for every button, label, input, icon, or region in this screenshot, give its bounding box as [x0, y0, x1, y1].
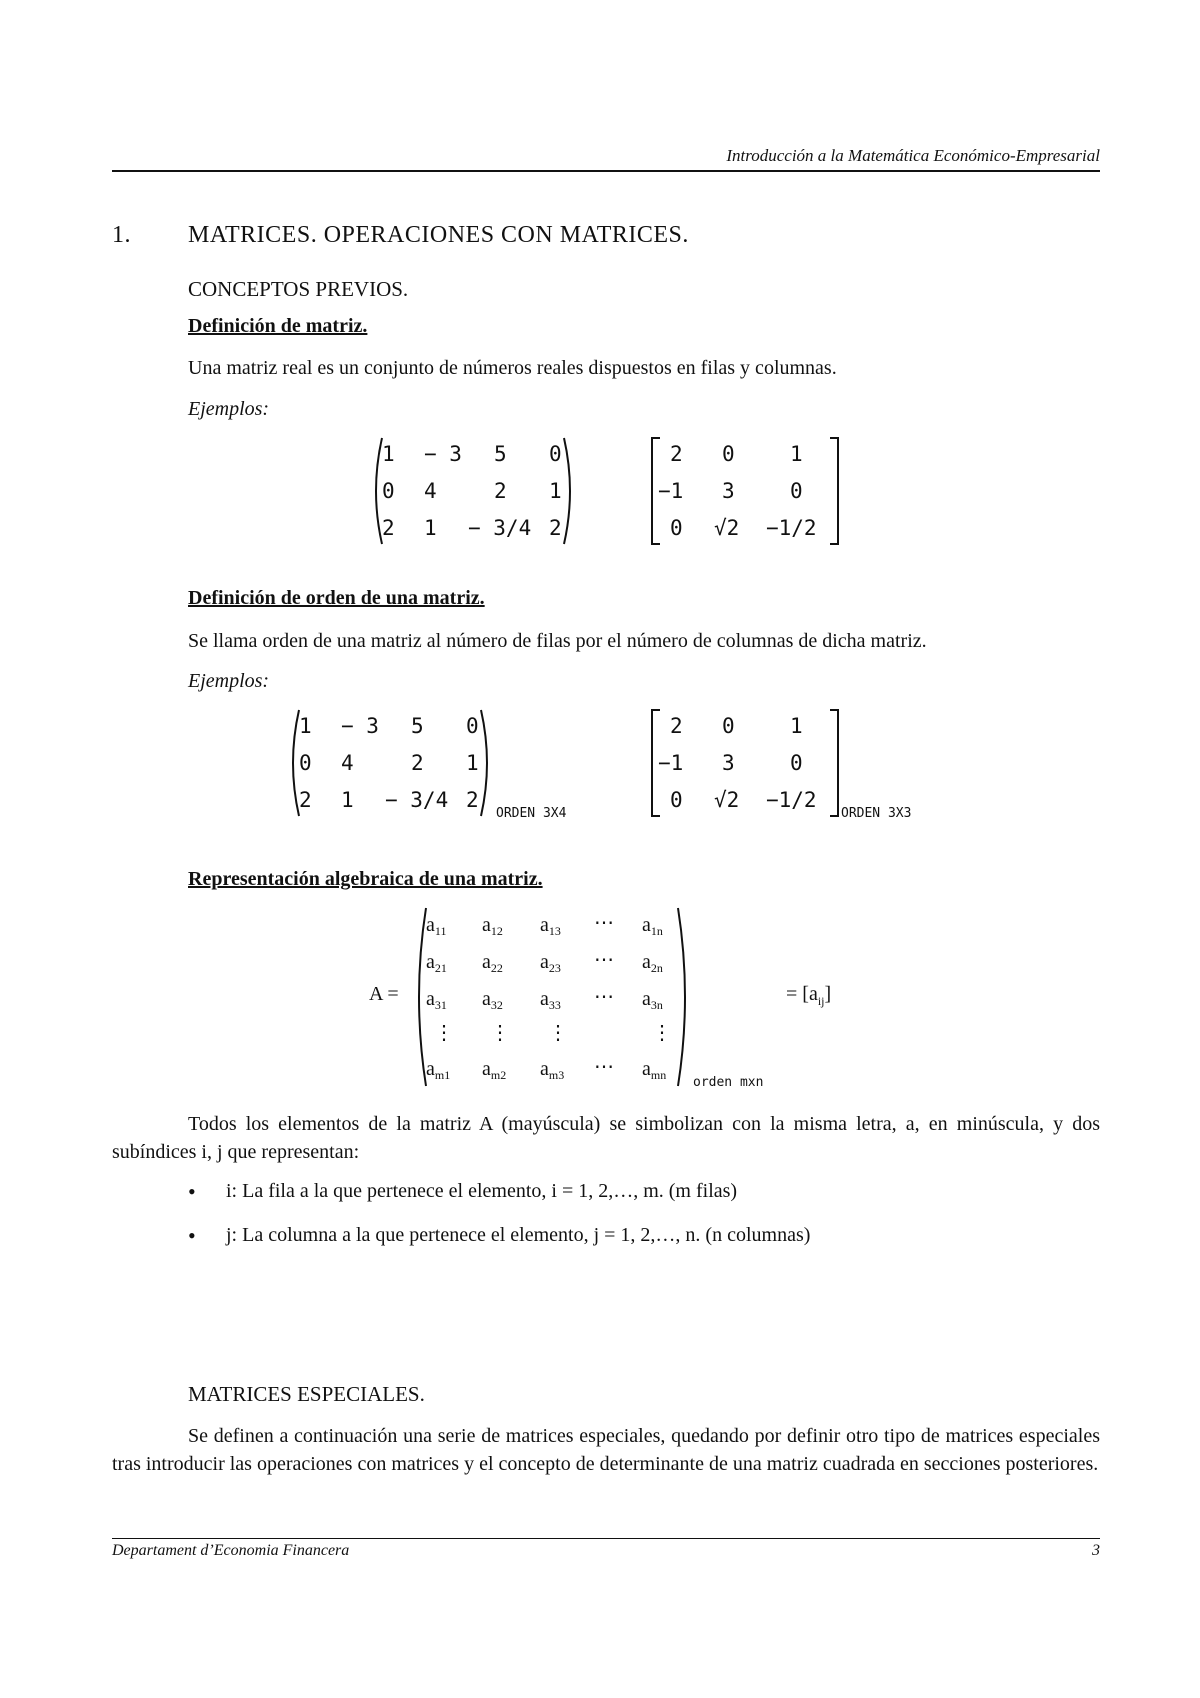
- examples-label: Ejemplos:: [188, 670, 270, 692]
- section-title: MATRICES. OPERACIONES CON MATRICES.: [188, 222, 689, 248]
- matrix-cell: 1: [790, 442, 803, 466]
- matrix-element: $a_{mn}$: [642, 1058, 667, 1082]
- matrix-cell: 0: [670, 788, 683, 812]
- matrix-cell: − 3: [341, 714, 379, 738]
- matrix-cell: 0: [299, 751, 312, 775]
- order-label-mxn: orden mxn: [693, 1075, 764, 1090]
- matrix-cell: 2: [411, 751, 424, 775]
- matrix-cell: 2: [670, 442, 683, 466]
- definition-matrix-title: Definición de matriz.: [188, 315, 368, 337]
- list-item: • j: La columna a la que pertenece el elemento, j = 1, 2,…, n. (n columnas): [188, 1223, 811, 1248]
- matrix-cell: 0: [670, 516, 683, 540]
- example-matrix-parenthesis: [368, 436, 578, 546]
- matrix-cell: 5: [411, 714, 424, 738]
- section-number: 1.: [112, 222, 131, 248]
- running-header: Introducción a la Matemática Económico-Empresarial: [726, 146, 1100, 165]
- definition-order-text: Se llama orden de una matriz al número de filas por el número de columnas de dicha matriz.: [188, 630, 927, 652]
- matrix-cell: 1: [341, 788, 354, 812]
- matrix-element: $a_{33}$: [540, 988, 561, 1012]
- matrix-cell: 2: [494, 479, 507, 503]
- matrix-element: $a_{23}$: [540, 951, 561, 975]
- matrix-element: $a_{12}$: [482, 914, 503, 938]
- matrix-cell: 0: [466, 714, 479, 738]
- algebraic-matrix: [412, 906, 692, 1088]
- order-matrix-bracket: [650, 708, 840, 818]
- matrix-cell: 1: [790, 714, 803, 738]
- matrix-element: $a_{m3}$: [540, 1058, 565, 1082]
- vdots: ⋮: [434, 1022, 454, 1044]
- bullet-icon: •: [188, 1223, 196, 1248]
- matrix-cell: 3: [722, 751, 735, 775]
- matrix-element: $a_{21}$: [426, 951, 447, 975]
- list-item: • i: La fila a la que pertenece el elemento, i = 1, 2,…, m. (m filas): [188, 1179, 738, 1204]
- page-number: 3: [1092, 1542, 1100, 1559]
- example-matrix-bracket: [650, 436, 840, 546]
- definition-order-title: Definición de orden de una matriz.: [188, 587, 485, 609]
- matrix-cell: 2: [466, 788, 479, 812]
- concepts-heading: CONCEPTOS PREVIOS.: [188, 277, 409, 301]
- cdots: ⋯: [594, 949, 614, 971]
- matrix-cell: − 3/4: [468, 516, 532, 540]
- matrix-element: $a_{m1}$: [426, 1058, 451, 1082]
- matrix-element: $a_{22}$: [482, 951, 503, 975]
- matrix-cell: 3: [722, 479, 735, 503]
- matrix-lhs: A =: [369, 983, 399, 1005]
- order-matrix-parenthesis: [285, 708, 495, 818]
- cdots: ⋯: [594, 1056, 614, 1078]
- order-label-3x3: ORDEN 3X3: [841, 806, 912, 821]
- matrix-cell: −1/2: [766, 788, 817, 812]
- examples-label: Ejemplos:: [188, 398, 270, 420]
- matrix-element: $a_{1n}$: [642, 914, 663, 938]
- cdots: ⋯: [594, 986, 614, 1008]
- matrix-element: $a_{13}$: [540, 914, 561, 938]
- header-divider: [112, 170, 1100, 172]
- matrix-cell: 0: [722, 714, 735, 738]
- matrix-cell: 4: [341, 751, 354, 775]
- order-label-3x4: ORDEN 3X4: [496, 806, 567, 821]
- matrix-element: $a_{32}$: [482, 988, 503, 1012]
- matrix-cell: 2: [299, 788, 312, 812]
- matrix-cell: − 3/4: [385, 788, 449, 812]
- matrix-cell: √2: [714, 788, 740, 812]
- matrix-cell: 4: [424, 479, 437, 503]
- matrix-cell: −1/2: [766, 516, 817, 540]
- matrix-cell: 0: [549, 442, 562, 466]
- algebraic-representation-title: Representación algebraica de una matriz.: [188, 868, 543, 890]
- matrix-cell: √2: [714, 516, 740, 540]
- matrix-cell: −1: [658, 751, 684, 775]
- footer-divider: [112, 1538, 1100, 1539]
- matrix-element: $a_{m2}$: [482, 1058, 507, 1082]
- definition-matrix-text: Una matriz real es un conjunto de números reales dispuestos en filas y columnas.: [188, 357, 837, 379]
- matrix-cell: 0: [722, 442, 735, 466]
- matrix-rhs: = $[a_{ij}]$: [786, 983, 832, 1008]
- matrix-element: $a_{2n}$: [642, 951, 663, 975]
- matrix-cell: 1: [466, 751, 479, 775]
- matrix-cell: 2: [549, 516, 562, 540]
- matrix-element: $a_{31}$: [426, 988, 447, 1012]
- vdots: ⋮: [652, 1022, 672, 1044]
- matrix-element: $a_{3n}$: [642, 988, 663, 1012]
- matrix-cell: 1: [382, 442, 395, 466]
- special-matrices-heading: MATRICES ESPECIALES.: [188, 1382, 425, 1406]
- matrix-cell: 1: [299, 714, 312, 738]
- matrix-cell: 0: [790, 479, 803, 503]
- special-matrices-paragraph: Se definen a continuación una serie de matrices especiales, quedando por definir otro tipo de matrices especiales tras introducir las operaciones con matrices y el concepto de determinante de una matriz cuadrada en secciones posteriores.: [112, 1425, 1100, 1475]
- index-bullet-list: [188, 1179, 811, 1268]
- vdots: ⋮: [548, 1022, 568, 1044]
- cdots: ⋯: [594, 912, 614, 934]
- matrix-cell: 5: [494, 442, 507, 466]
- matrix-cell: 1: [549, 479, 562, 503]
- bullet-icon: •: [188, 1179, 196, 1204]
- matrix-cell: −1: [658, 479, 684, 503]
- elements-paragraph: Todos los elementos de la matriz A (mayúscula) se simbolizan con la misma letra, a, en minúscula, y dos subíndices i, j que representan:: [112, 1113, 1100, 1163]
- matrix-cell: 1: [424, 516, 437, 540]
- matrix-cell: 2: [382, 516, 395, 540]
- footer-department: Departament d’Economia Financera: [112, 1542, 350, 1559]
- matrix-cell: 0: [382, 479, 395, 503]
- matrix-cell: − 3: [424, 442, 462, 466]
- vdots: ⋮: [490, 1022, 510, 1044]
- matrix-element: $a_{11}$: [426, 914, 447, 938]
- matrix-cell: 2: [670, 714, 683, 738]
- matrix-cell: 0: [790, 751, 803, 775]
